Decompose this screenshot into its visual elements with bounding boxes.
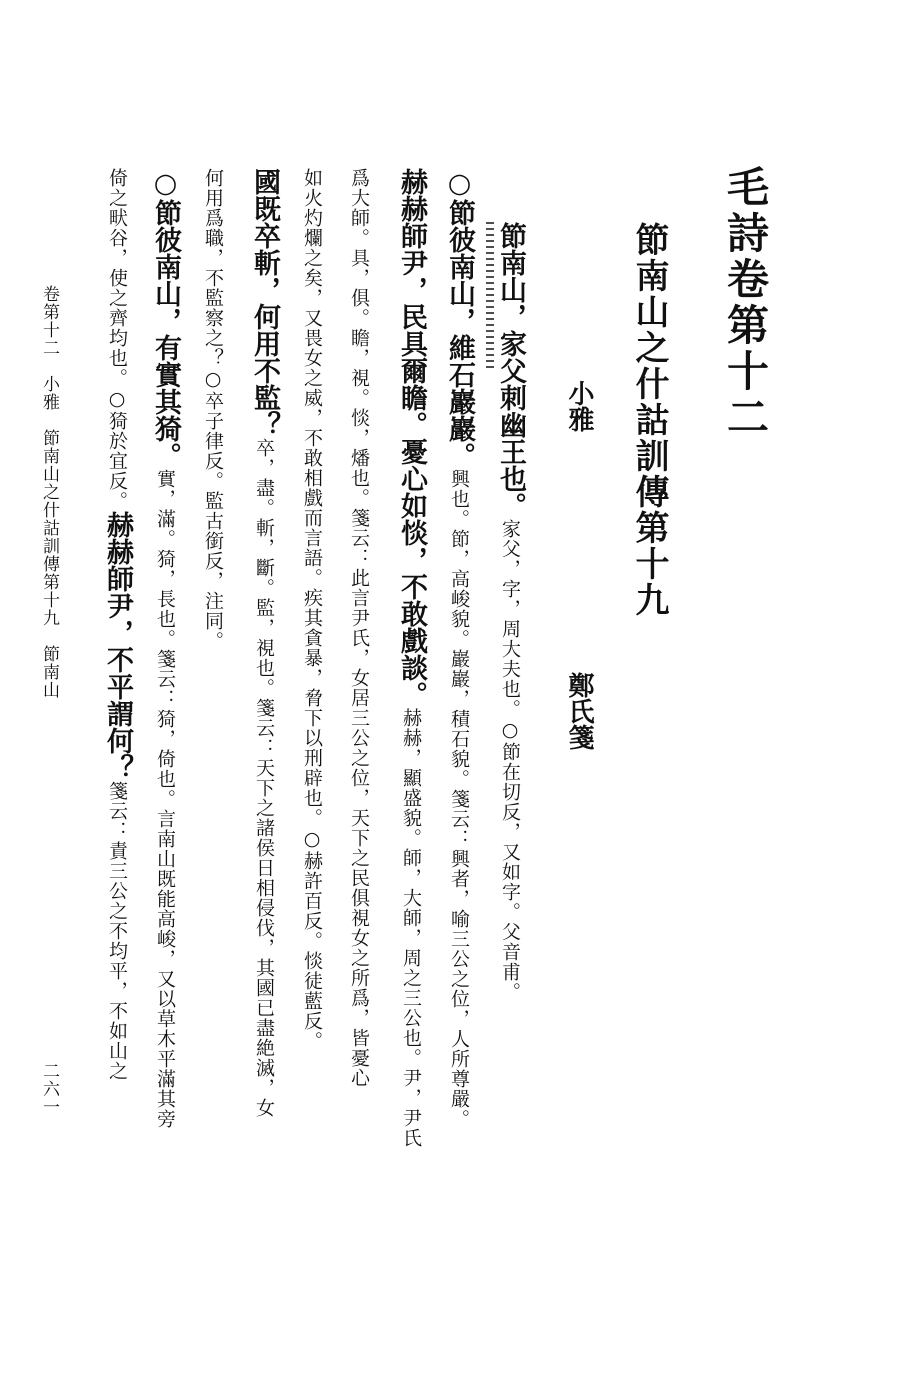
commentary-text: 實，滿。猗，長也。箋云：猗，倚也。言南山既能高峻，又以草木平滿其旁 bbox=[154, 469, 176, 1129]
chapter-title: 節南山之什詁訓傳第十九 bbox=[629, 222, 669, 618]
main-text: 節南山，家父刺幽王也。 bbox=[495, 222, 526, 519]
commentary-text-2: 箋云：責三公之不均平，不如山之 bbox=[106, 781, 128, 1081]
commentary-text: 卒，盡。斬，斷。監，視也。箋云：天下之諸侯日相侵伐，其國已盡絶滅，女 bbox=[253, 438, 275, 1118]
text-column-9 bbox=[104, 168, 131, 1081]
commentator-label: 鄭氏箋 bbox=[564, 672, 594, 750]
book-title: 毛詩卷第十二 bbox=[721, 165, 770, 441]
main-text: ○節彼南山，有實其猗。 bbox=[150, 168, 181, 469]
main-text-2: 憂心如惔，不敢戲談。 bbox=[396, 438, 427, 708]
commentary-text: 家父，字，周大夫也。○節在切反，又如字。父音甫。 bbox=[499, 519, 521, 1002]
main-text: ○節彼南山，維石巖巖。 bbox=[444, 168, 475, 469]
text-column-3 bbox=[398, 168, 425, 1148]
running-head: 卷第十二 小雅 節南山之什詁訓傳第十九 節南山 bbox=[39, 285, 59, 699]
text-column-5 bbox=[302, 168, 321, 1051]
text-column-6 bbox=[251, 168, 278, 1118]
text-column-1 bbox=[497, 222, 524, 1002]
page-number: 二六一 bbox=[39, 1062, 59, 1116]
text-column-4 bbox=[349, 168, 368, 1088]
section-label: 小雅 bbox=[564, 380, 594, 432]
main-text: 赫赫師尹，不平謂何？ bbox=[102, 511, 133, 781]
title-wavy-underline bbox=[486, 222, 494, 370]
commentary-text: 赫赫，顯盛貌。師，大師，周之三公也。尹，尹氏 bbox=[400, 708, 422, 1148]
main-text: 赫赫師尹，民具爾瞻。 bbox=[396, 168, 427, 438]
commentary-text: 興也。節，高峻貌。巖巖，積石貌。箋云：興者，喻三公之位，人所尊嚴。 bbox=[448, 469, 470, 1129]
commentary-text: 何用爲職，不監察之？○卒子律反。監古銜反，注同。 bbox=[202, 168, 224, 651]
text-column-2 bbox=[446, 168, 473, 1129]
text-column-7 bbox=[203, 168, 222, 651]
main-text: 國既卒斬，何用不監？ bbox=[249, 168, 280, 438]
commentary-text: 倚之畎谷，使之齊均也。○猗於宜反。 bbox=[106, 168, 128, 511]
text-column-8 bbox=[152, 168, 179, 1129]
commentary-text: 爲大師。具，俱。瞻，視。惔，燔也。箋云：此言尹氏，女居三公之位，天下之民俱視女之所爲，皆憂心 bbox=[348, 168, 370, 1088]
commentary-text: 如火灼爛之矣，又畏女之威，不敢相戲而言語。疾其貪暴，脅下以刑辟也。○赫許百反。惔徒藍反。 bbox=[301, 168, 323, 1051]
